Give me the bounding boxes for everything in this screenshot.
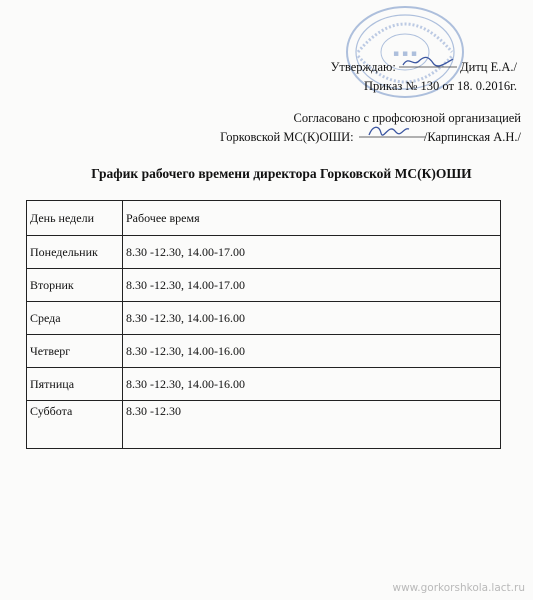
agreement-block	[161, 109, 521, 147]
row-time: 8.30 -12.30, 14.00-17.00	[123, 269, 501, 302]
row-day: Пятница	[27, 368, 123, 401]
table-row	[27, 236, 501, 269]
agreement-name: /Карпинская А.Н./	[423, 130, 521, 144]
approve-name: Дитц Е.А./	[460, 60, 517, 74]
agreement-line-2	[161, 128, 521, 147]
row-time: 8.30 -12.30, 14.00-16.00	[123, 368, 501, 401]
website-url[interactable]: www.gorkorshkola.lact.ru	[392, 582, 525, 594]
header-day: День недели	[27, 201, 123, 236]
row-day: Четверг	[27, 335, 123, 368]
agreement-org: Горковской МС(К)ОШИ:	[220, 130, 354, 144]
table-row	[27, 335, 501, 368]
row-time: 8.30 -12.30	[123, 401, 501, 449]
schedule-table	[26, 200, 501, 449]
agreement-line-1: Согласовано с профсоюзной организацией	[293, 111, 521, 125]
row-day: Суббота	[27, 401, 123, 449]
approval-block	[257, 58, 517, 96]
row-day: Понедельник	[27, 236, 123, 269]
table-row	[27, 401, 501, 449]
approve-line	[257, 58, 517, 77]
table-header-row	[27, 201, 501, 236]
row-time: 8.30 -12.30, 14.00-16.00	[123, 335, 501, 368]
row-day: Вторник	[27, 269, 123, 302]
header-time: Рабочее время	[123, 201, 501, 236]
approve-label: Утверждаю:	[330, 60, 396, 74]
svg-text:▪ ▪ ▪: ▪ ▪ ▪	[392, 49, 418, 59]
order-line: Приказ № 130 от 18. 0.2016г.	[363, 79, 517, 93]
table-row	[27, 368, 501, 401]
director-signature	[399, 59, 457, 71]
row-day: Среда	[27, 302, 123, 335]
row-time: 8.30 -12.30, 14.00-17.00	[123, 236, 501, 269]
row-time: 8.30 -12.30, 14.00-16.00	[123, 302, 501, 335]
union-signature	[357, 129, 421, 141]
document-title: График рабочего времени директора Горковской МС(К)ОШИ	[91, 166, 472, 181]
table-row	[27, 302, 501, 335]
table-row	[27, 269, 501, 302]
